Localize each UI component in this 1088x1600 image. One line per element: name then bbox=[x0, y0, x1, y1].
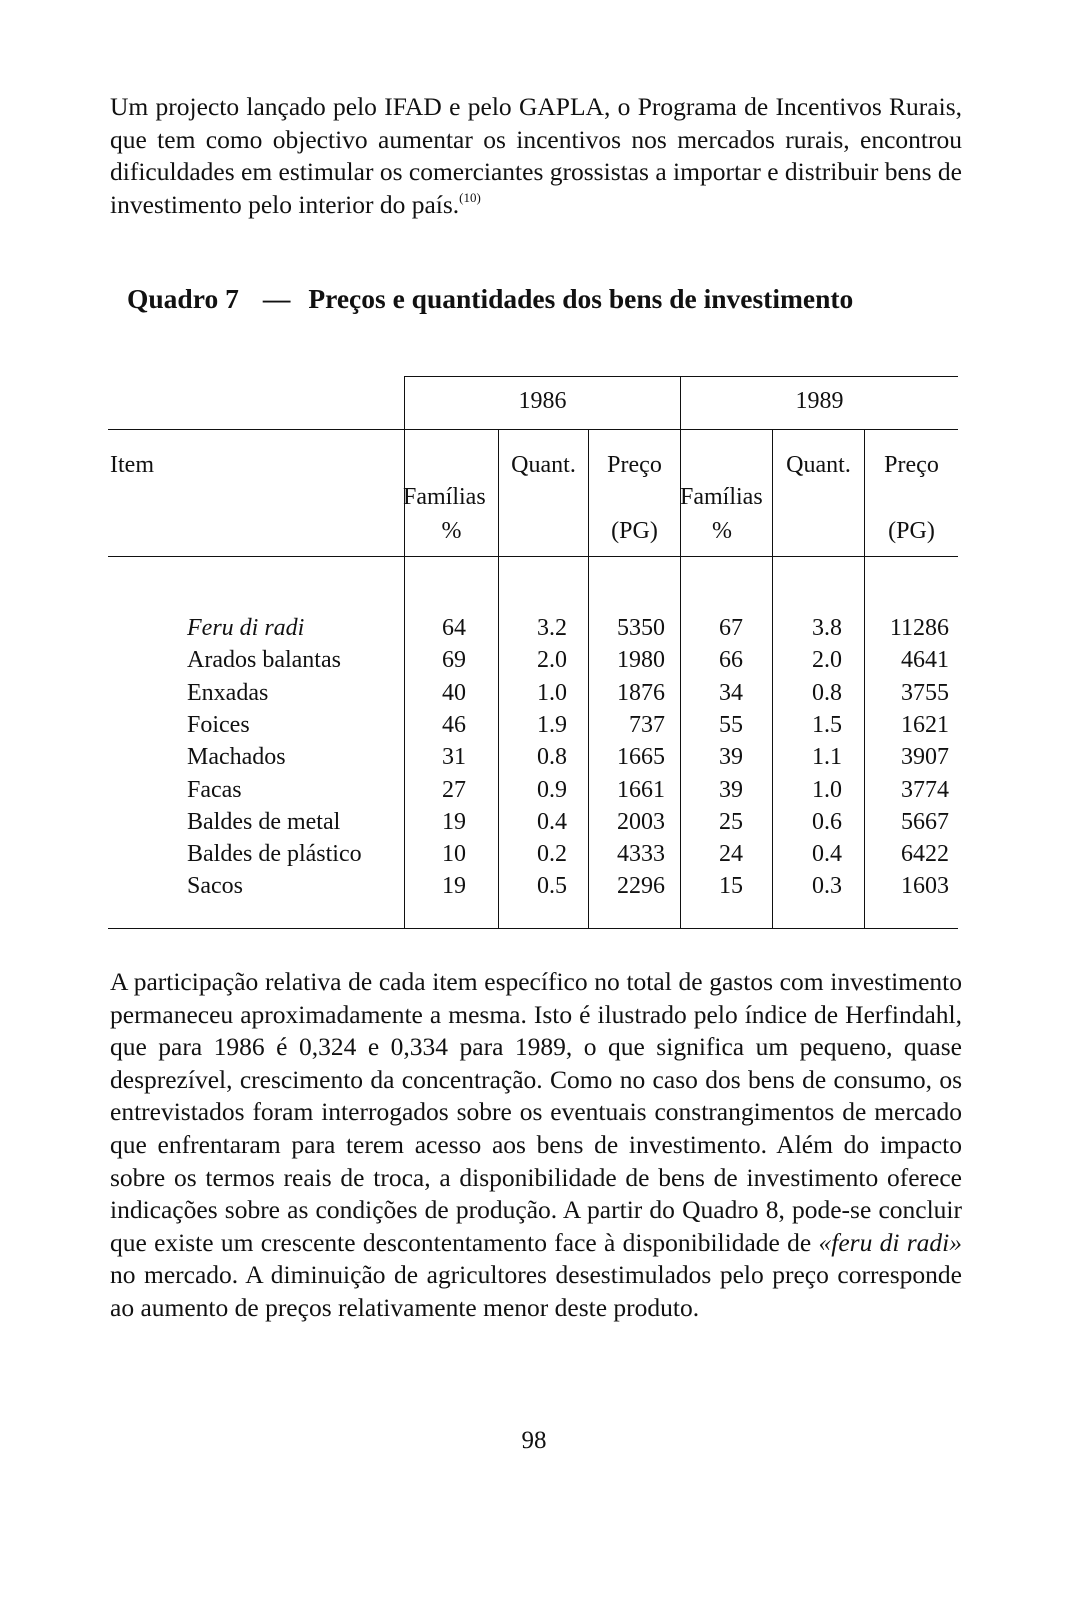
value-cell-p86: 1661 bbox=[617, 776, 665, 803]
familias-header-1986: Famílias bbox=[403, 484, 486, 510]
item-column-header: Item bbox=[110, 452, 154, 478]
value-cell-p89: 6422 bbox=[901, 841, 949, 868]
percent-header-1989: % bbox=[712, 518, 732, 544]
preco-header-1986: Preço bbox=[607, 452, 662, 478]
value-cell-p86: 1980 bbox=[617, 647, 665, 674]
item-name-cell: Enxadas bbox=[187, 679, 269, 706]
item-name-cell: Facas bbox=[187, 776, 242, 803]
value-cell-p89: 4641 bbox=[901, 647, 949, 674]
value-cell-q86: 0.9 bbox=[537, 776, 567, 803]
value-cell-f89: 24 bbox=[719, 841, 743, 868]
value-cell-f89: 55 bbox=[719, 711, 743, 738]
header-rule bbox=[108, 429, 958, 430]
value-cell-f86: 64 bbox=[442, 615, 466, 641]
value-cell-f89: 39 bbox=[719, 744, 743, 771]
value-cell-f89: 15 bbox=[719, 873, 743, 900]
value-cell-q89: 0.6 bbox=[812, 808, 842, 835]
intro-paragraph-text: Um projecto lançado pelo IFAD e pelo GAPLA, o Programa de Incentivos Rurais, que tem como objectivo aumentar os incentivos nos mercados rurais, encontrou dificuldades em estimular os comerciantes grossistas a importar e distribuir bens de investimento pelo interior do país. bbox=[110, 92, 962, 219]
table-top-rule bbox=[405, 376, 958, 377]
value-cell-q86: 0.4 bbox=[537, 808, 567, 835]
value-cell-p86: 2296 bbox=[617, 873, 665, 900]
value-cell-q86: 0.5 bbox=[537, 873, 567, 900]
value-cell-f86: 46 bbox=[442, 711, 466, 738]
value-cell-f89: 66 bbox=[719, 647, 743, 674]
caption-dash: — bbox=[262, 283, 291, 314]
discussion-emphasis: «feru di radi» bbox=[818, 1227, 962, 1257]
value-cell-q86: 3.2 bbox=[537, 615, 567, 641]
value-cell-p86: 1876 bbox=[617, 679, 665, 706]
item-name-cell: Feru di radi bbox=[187, 615, 305, 641]
pg-header-1986: (PG) bbox=[611, 518, 658, 544]
item-name-cell: Sacos bbox=[187, 873, 243, 900]
value-cell-q89: 0.3 bbox=[812, 873, 842, 900]
value-cell-q89: 1.0 bbox=[812, 776, 842, 803]
value-cell-f89: 39 bbox=[719, 776, 743, 803]
value-cell-p86: 5350 bbox=[617, 615, 665, 641]
familias-header-1989: Famílias bbox=[680, 484, 763, 510]
value-cell-p86: 2003 bbox=[617, 808, 665, 835]
value-cell-p89: 3907 bbox=[901, 744, 949, 771]
value-cell-p89: 1603 bbox=[901, 873, 949, 900]
discussion-paragraph bbox=[110, 966, 962, 1325]
value-cell-f89: 34 bbox=[719, 679, 743, 706]
value-cell-f86: 69 bbox=[442, 647, 466, 674]
item-name-cell: Baldes de metal bbox=[187, 808, 341, 835]
table-bottom-rule bbox=[108, 928, 958, 929]
item-name-cell: Foices bbox=[187, 711, 250, 738]
value-cell-q89: 0.8 bbox=[812, 679, 842, 706]
value-cell-f89: 67 bbox=[719, 615, 743, 641]
value-cell-q89: 1.1 bbox=[812, 744, 842, 771]
item-name-cell: Arados balantas bbox=[187, 647, 341, 674]
value-cell-f86: 40 bbox=[442, 679, 466, 706]
item-name-cell: Baldes de plástico bbox=[187, 841, 362, 868]
quant-header-1989: Quant. bbox=[786, 452, 851, 478]
value-cell-p89: 5667 bbox=[901, 808, 949, 835]
value-cell-f86: 19 bbox=[442, 873, 466, 900]
value-cell-f86: 27 bbox=[442, 776, 466, 803]
value-cell-q86: 1.9 bbox=[537, 711, 567, 738]
footnote-marker: (10) bbox=[459, 189, 481, 205]
value-cell-p89: 11286 bbox=[889, 615, 949, 641]
value-cell-p89: 3755 bbox=[901, 679, 949, 706]
item-name-cell: Machados bbox=[187, 744, 286, 771]
value-cell-q89: 0.4 bbox=[812, 841, 842, 868]
table-caption bbox=[127, 283, 957, 315]
pg-header-1989: (PG) bbox=[888, 518, 935, 544]
value-cell-p86: 737 bbox=[629, 711, 665, 738]
table-title: Preços e quantidades dos bens de investimento bbox=[308, 283, 854, 314]
year-header-1989: 1989 bbox=[795, 388, 844, 414]
value-cell-p89: 3774 bbox=[901, 776, 949, 803]
quant-header-1986: Quant. bbox=[511, 452, 576, 478]
value-cell-q89: 3.8 bbox=[812, 615, 842, 641]
header-bottom-rule bbox=[108, 556, 958, 557]
preco-header-1989: Preço bbox=[884, 452, 939, 478]
discussion-text-part2: no mercado. A diminuição de agricultores desestimulados pelo preço corresponde ao aumento de preços relativamente menor deste produto. bbox=[110, 1260, 962, 1322]
value-cell-q86: 0.2 bbox=[537, 841, 567, 868]
intro-paragraph bbox=[110, 91, 962, 221]
value-cell-q89: 1.5 bbox=[812, 711, 842, 738]
value-cell-q86: 0.8 bbox=[537, 744, 567, 771]
value-cell-f86: 19 bbox=[442, 808, 466, 835]
year-header-1986: 1986 bbox=[518, 388, 567, 414]
percent-header-1986: % bbox=[441, 518, 462, 544]
value-cell-f86: 10 bbox=[442, 841, 466, 868]
value-cell-q86: 2.0 bbox=[537, 647, 567, 674]
value-cell-f86: 31 bbox=[442, 744, 466, 771]
page-number: 98 bbox=[521, 1427, 547, 1454]
discussion-text-part1: A participação relativa de cada item específico no total de gastos com investimento permaneceu aproximadamente a mesma. Isto é ilustrado pelo índice de Herfindahl, que para 1986 é 0,324 e 0,334 para 1989, o que significa um pequeno, quase desprezível, crescimento da concentração. Como no caso dos bens de consumo, os entrevistados foram interrogados sobre os eventuais constrangimentos de mercado que enfrentaram para terem acesso aos bens de investimento. Além do impacto sobre os termos reais de troca, a disponibilidade de bens de investimento oferece indicações sobre as condições de produção. A partir do Quadro 8, pode-se concluir que existe um crescente descontentamento face à disponibilidade de bbox=[110, 967, 962, 1257]
value-cell-q86: 1.0 bbox=[537, 679, 567, 706]
table-label: Quadro 7 bbox=[127, 283, 239, 314]
value-cell-q89: 2.0 bbox=[812, 647, 842, 674]
value-cell-f89: 25 bbox=[719, 808, 743, 835]
value-cell-p89: 1621 bbox=[901, 711, 949, 738]
value-cell-p86: 4333 bbox=[617, 841, 665, 868]
value-cell-p86: 1665 bbox=[617, 744, 665, 771]
